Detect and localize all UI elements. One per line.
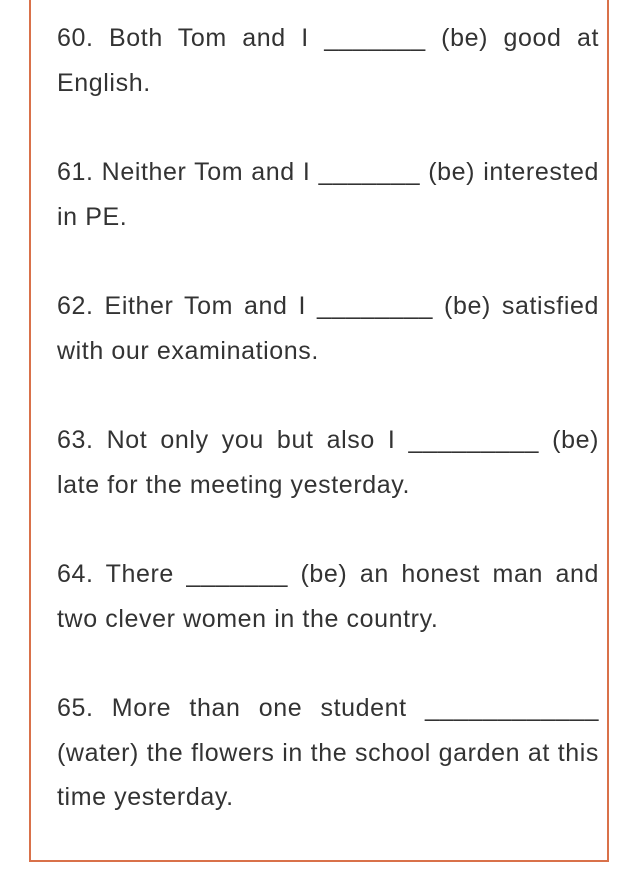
question-63: 63. Not only you but also I _________ (be) late for the meeting yesterday. [57, 426, 599, 499]
question-64: 64. There _______ (be) an honest man and two clever women in the country. [57, 560, 599, 633]
question-60: 60. Both Tom and I _______ (be) good at English. [57, 24, 599, 97]
question-65: 65. More than one student ____________ (water) the flowers in the school garden at this time yesterday. [57, 694, 599, 811]
exercise-content [57, 16, 599, 865]
question-61: 61. Neither Tom and I _______ (be) interested in PE. [57, 158, 599, 231]
question-62: 62. Either Tom and I ________ (be) satisfied with our examinations. [57, 292, 599, 365]
